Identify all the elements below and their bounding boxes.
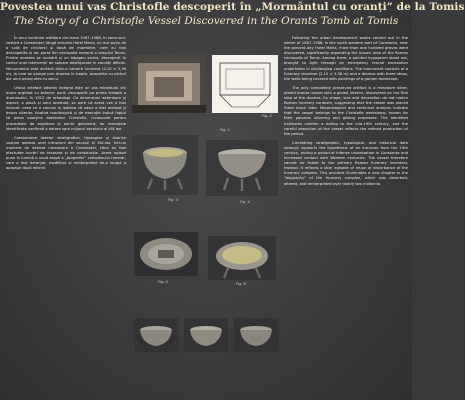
figure-3-caption: Fig. 3: [168, 198, 178, 202]
figure-2-caption: Fig. 2: [262, 114, 272, 118]
plan-drawing-image: [212, 55, 278, 113]
figure-4-caption: Fig. 4: [240, 200, 250, 204]
bottom-vessel-photo-1: [134, 318, 178, 352]
left-paragraph-2: Unicul artefact păstrat integral este un vas miniatural din bronz argintat cu brâncer aurit, descoperit pe prima treaptă a dromosului, în 1913 de arheologi. Ca dimensiuni exterioare și aspect, o placă și rolul acestuia, se pare că acest vas a fost înlocuit, ceea ce a condus la ipoteza că vasul a fost realizat și depus ulterior. Analiza morfologică și de execuție indică faptul că piesa aparține atelierelor Christofle, cunoscute pentru procedeele de argintare și aurire galvanică, iar marcajele identificate confirmă o datare spre mijlocul secolului al XIX-lea.: [6, 85, 126, 131]
figure-5-hallmark-photo: [134, 232, 198, 276]
figure-1-caption: Fig. 1: [220, 128, 230, 132]
vessel-profile-image: [206, 140, 278, 196]
figure-6-bowl-photo: [208, 236, 276, 280]
bottom-vessel-image-1: [134, 318, 178, 352]
title-english: The Story of a Christofle Vessel Discovered in the Orants Tomb at Tomis: [13, 15, 399, 27]
left-text-column: [6, 36, 126, 396]
figure-6-caption: Fig. 6: [236, 282, 246, 286]
bowl-photo-image: [208, 236, 276, 280]
figure-1-tomb-photo: [132, 55, 206, 113]
right-paragraph-1: Following the urban development works carried out in the winter of 1987–1988, in the south-western part of Constanța, near the present-day Hotel Maria, more than one hundred graves were discovered, significantly expanding the known area of the Roman necropolis of Tomis. Among them, a painted hypogeum stood out, brought to light through an emergency rescue excavation undertaken in challenging conditions. The monument consists of a funerary chamber (2.15 × 3.36 m) and a dromos with three steps, the walls being covered with paintings of a garden landscape.: [284, 36, 408, 81]
right-text-column: [284, 36, 408, 396]
figure-3-vessel-photo: [132, 135, 198, 195]
bottom-vessel-photo-2: [184, 318, 228, 352]
bottom-vessel-image-3: [234, 318, 278, 352]
left-paragraph-1: În anul lucrărilor edilitare din iarna 1987–1988, în zona sud-vestică a Constanței, lângă actualul Hotel Maria, nu mai puțin de o sută de cincizeci și două de morminte, care au fost descoperite și fac parte din necropola romană a orașului Tomis. Printre acestea se numără și un hipogeu pictat, descoperit în cadrul unei intervenții de salvare desfășurate în condiții dificile. Monumentul este alcătuit dintr-o cameră funerară (2,15 × 3,36 m), la care se ajunge prin dromos în trepte, acoperite cu picturi ale unui peisaj ales cu sacru.: [6, 36, 126, 81]
title-romanian: Povestea unui vas Christofle descoperit în „Mormântul cu oranți” de la Tomis: [0, 1, 465, 13]
bottom-vessel-image-2: [184, 318, 228, 352]
figure-4-vessel-profile: [206, 140, 278, 196]
vessel-photo-image: [132, 135, 198, 195]
tomb-photo-image: [132, 55, 206, 113]
figure-2-plan-drawing: [212, 55, 278, 113]
right-paragraph-3: Correlating stratigraphic, typological, and historical data strongly supports the hypothesis of an intrusion from the 19th century, during a period of intense urbanization in Constanța and increased contact with Western centuries. The vessel therefore cannot be linked to the primary Roman funerary inventory. Instead, it reflects a later episode of reuse or disturbance of the funerary complex. This accident illuminates a new chapter in the "biography" of the funerary complex, which was disturbed, altered, and reinterpreted over nearly two millennia.: [284, 140, 408, 186]
figure-5-caption: Fig. 5: [158, 280, 168, 284]
right-paragraph-2: The only completely preserved artifact is a miniature silver-plated bronze vessel with a gilded interior, discovered on the first step of the dromos. Its shape, size and decoration do not match Roman funerary contexts, suggesting that the vessel was placed there much later. Morphological and technical analysis indicate that the vessel belongs to the Christofle workshops, known for their galvanic silvering and gilding processes. The identified hallmarks confirm a dating to the mid-19th century, and the careful execution of the vessel reflects the refined production of the period.: [284, 85, 408, 136]
hallmark-photo-image: [134, 232, 198, 276]
bottom-vessel-photo-3: [234, 318, 278, 352]
left-paragraph-3: Coroborarea datelor stratigrafice, tipologice și istorice susține ipoteza unei intruziuni din secolul al XIX-lea, într-un moment de intensă urbanizare a Constanței, când au fost efectuate lucrări de terasare și de construcție. Acest episod pune în lumină o nouă etapă a „biografiei” complexului funerar, care a fost deranjat, modificat și reinterpretat de-a lungul a aproape două milenii.: [6, 135, 126, 171]
